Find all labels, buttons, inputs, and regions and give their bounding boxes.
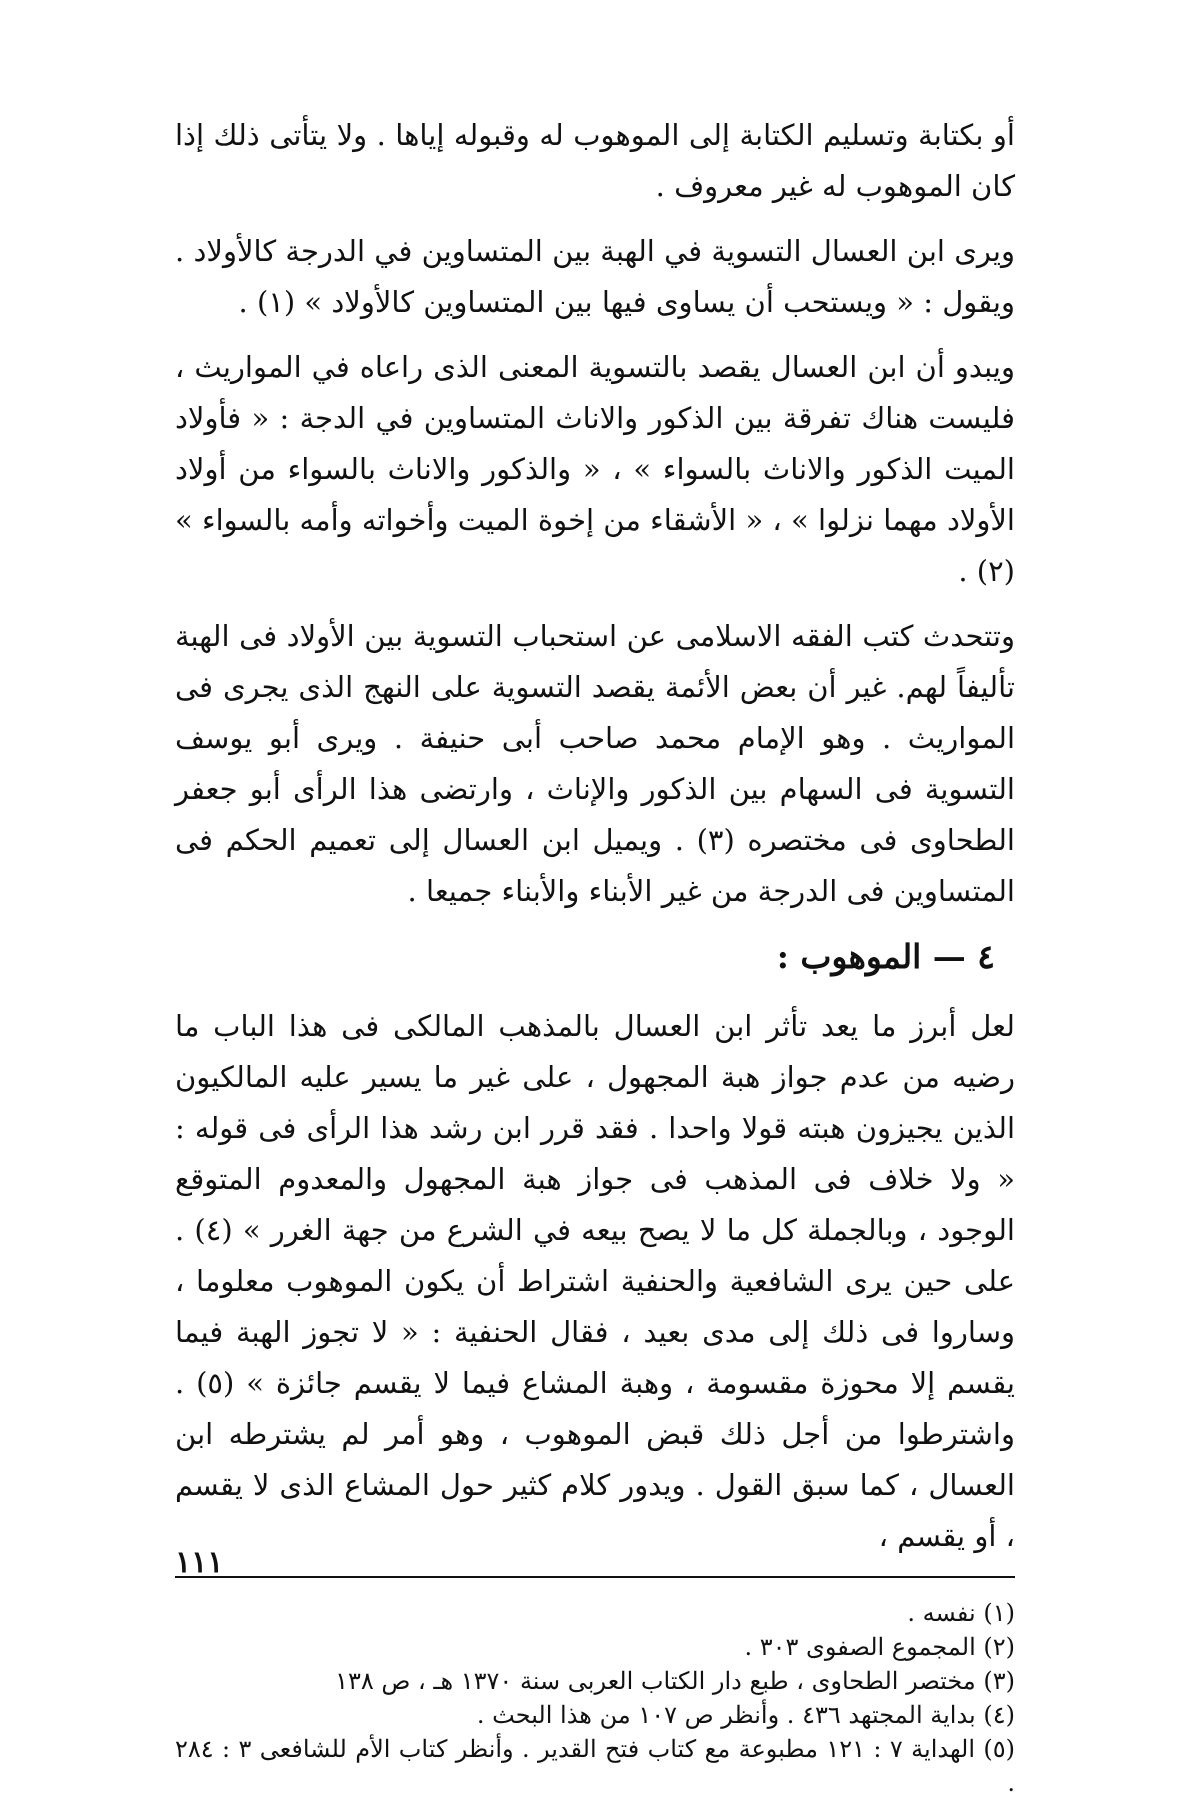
footnote-5: (٥) الهداية ٧ : ١٢١ مطبوعة مع كتاب فتح القدير . وأنظر كتاب الأم للشافعى ٣ : ٢٨٤ . <box>175 1735 1016 1797</box>
footnotes <box>175 1596 1015 1800</box>
footnote-2: (٢) المجموع الصفوى ٣٠٣ . <box>744 1633 1015 1661</box>
footnote-3: (٣) مختصر الطحاوى ، طبع دار الكتاب العربى سنة ١٣٧٠ هـ ، ص ١٣٨ <box>335 1667 1015 1695</box>
paragraph-5: لعل أبرز ما يعد تأثر ابن العسال بالمذهب المالكى فى هذا الباب ما رضيه من عدم جواز هبة المجهول ، على غير ما يسير عليه المالكيون الذين يجيزون هبته قولا واحدا . فقد قرر ابن رشد هذا الرأى فى قوله : « ولا خلاف فى المذهب فى جواز هبة المجهول والمعدوم المتوقع الوجود ، وبالجملة كل ما لا يصح بيعه في الشرع من جهة الغرر » (٤) . على حين يرى الشافعية والحنفية اشتراط أن يكون الموهوب معلوما ، وساروا فى ذلك إلى مدى بعيد ، فقال الحنفية : « لا تجوز الهبة فيما يقسم إلا محوزة مقسومة ، وهبة المشاع فيما لا يقسم جائزة » (٥) . واشترطوا من أجل ذلك قبض الموهوب ، وهو أمر لم يشترطه ابن العسال ، كما سبق القول . ويدور كلام كثير حول المشاع الذى لا يقسم ، أو يقسم ، <box>175 1009 1015 1553</box>
footnote-divider <box>175 1576 1015 1578</box>
paragraph-2: ويرى ابن العسال التسوية في الهبة بين المتساوين في الدرجة كالأولاد . ويقول : « ويستحب أن يساوى فيها بين المتساوين كالأولاد » (١) . <box>175 234 1015 319</box>
section-heading: ٤ — الموهوب : <box>776 937 995 976</box>
paragraph-1: أو بكتابة وتسليم الكتابة إلى الموهوب له وقبوله إياها . ولا يتأتى ذلك إذا كان الموهوب له غير معروف . <box>175 118 1015 203</box>
paragraph-4: وتتحدث كتب الفقه الاسلامى عن استحباب التسوية بين الأولاد فى الهبة تأليفاً لهم. غير أن بعض الأئمة يقصد التسوية على النهج الذى يجرى فى المواريث . وهو الإمام محمد صاحب أبى حنيفة . ويرى أبو يوسف التسوية فى السهام بين الذكور والإناث ، وارتضى هذا الرأى أبو جعفر الطحاوى فى مختصره (٣) . ويميل ابن العسال إلى تعميم الحكم فى المتساوين فى الدرجة من غير الأبناء والأبناء جميعا . <box>175 619 1015 908</box>
page-number: ١١١ <box>175 1545 224 1580</box>
page-body <box>175 110 1015 1800</box>
paragraph-3: ويبدو أن ابن العسال يقصد بالتسوية المعنى الذى راعاه في المواريث ، فليست هناك تفرقة بين الذكور والاناث المتساوين في الدجة : « فأولاد الميت الذكور والاناث بالسواء » ، « والذكور والاناث بالسواء من أولاد الأولاد مهما نزلوا » ، « الأشقاء من إخوة الميت وأخواته وأمه بالسواء » (٢) . <box>175 350 1015 588</box>
footnote-1: (١) نفسه . <box>907 1599 1015 1627</box>
footnote-4: (٤) بداية المجتهد ٤٣٦ . وأنظر ص ١٠٧ من هذا البحث . <box>476 1701 1015 1729</box>
